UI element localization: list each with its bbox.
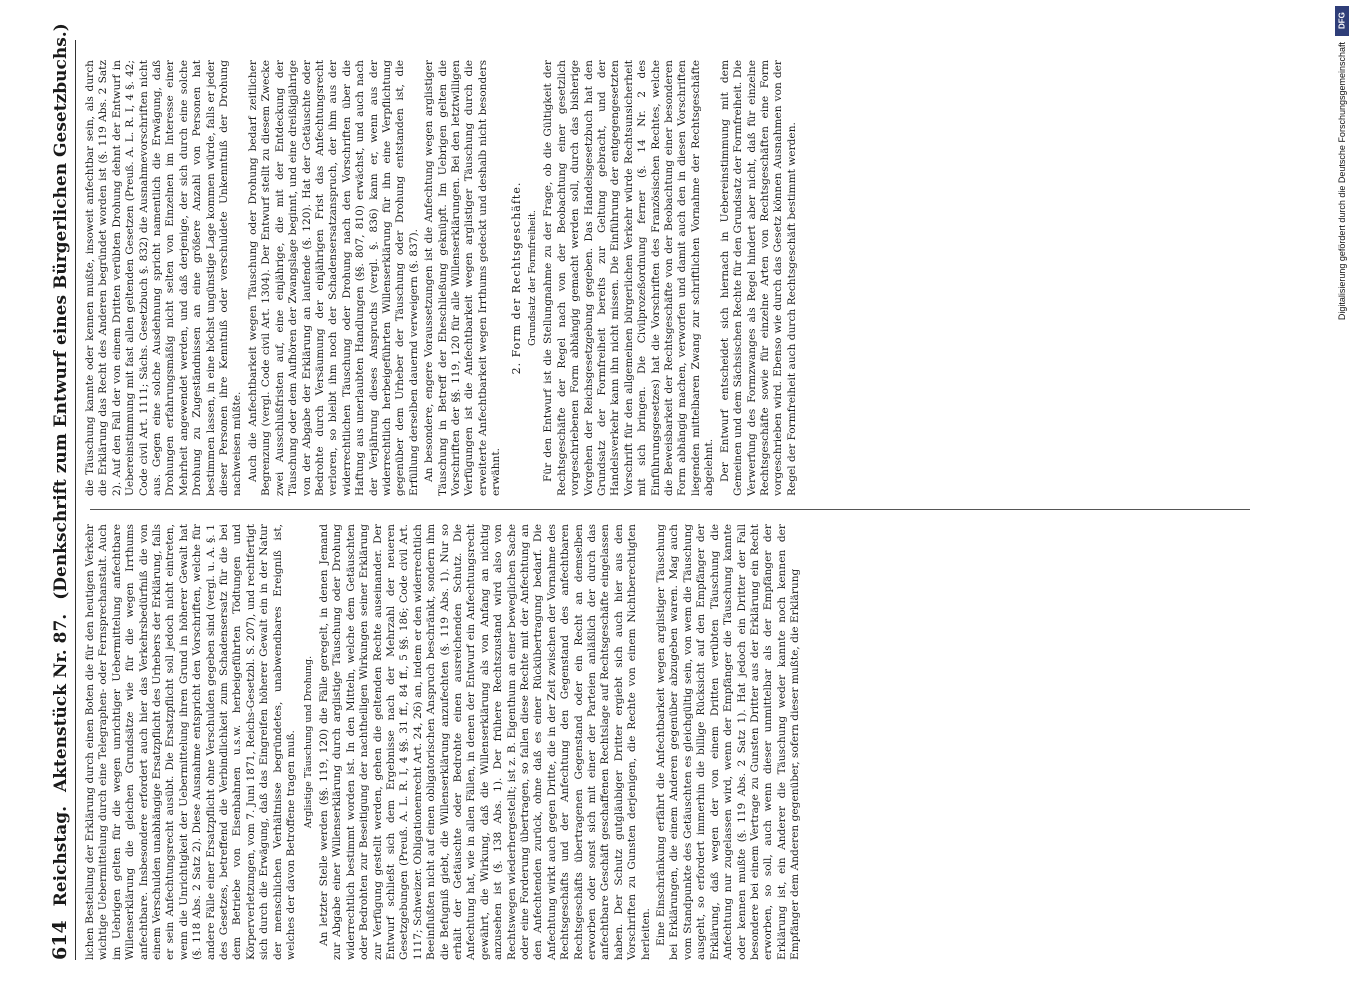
header-right: (Denkschrift zum Entwurf eines Bürgerlichen Gesetzbuchs.)	[51, 23, 71, 600]
paragraph: lichen Bestellung der Erklärung durch einen Boten die für den heutigen Verkehr wichtige Uebermittelung durch eine Telegraphen- oder Fernsprechanstalt. Auch im Uebrigen gelten für die wegen unrichtiger Uebermittelung anfechtbare Willenserklärung die gleichen Grundsätze wie für die wegen Irrthums anfechtbare. Insbesondere erfordert auch hier das Verkehrsbedürfniß die von einem Verschulden unabhängige Ersatzpflicht des Urhebers der Erklärung, falls er sein Anfechtungsrecht ausübt. Die Ersatzpflicht soll jedoch nicht eintreten, wenn die Unrichtigkeit der Uebermittelung ihren Grund in höherer Gewalt hat (§. 118 Abs. 2 Satz 2). Diese Ausnahme entspricht den Vorschriften, welche für andere Fälle einer Ersatzpflicht ohne Verschulden gegeben sind (vergl. u. A. §. 1 des Gesetzes, betreffend die Verbindlichkeit zum Schadensersatz für die bei dem Betriebe von Eisenbahnen u.s.w. herbeigeführten Tödtungen und Körperverletzungen, vom 7. Juni 1871, Reichs-Gesetzbl. S. 207), und rechtfertigt sich durch die Erwägung, daß das Eingreifen höherer Gewalt ein in der Natur der menschlichen Verhältnisse begründetes, unabwendbares Ereigniß ist, welches der davon Betroffene tragen muß.	[84, 524, 298, 960]
paragraph: An besondere, engere Voraussetzungen ist die Anfechtung wegen arglistiger Täuschung in Betreff der Eheschließung geknüpft. Im Uebrigen gelten die Vorschriften der §§. 119, 120 für alle Willenserklärungen. Bei den letztwilligen Verfügungen ist die Anfechtbarkeit wegen arglistiger Täuschung durch die erweiterte Anfechtbarkeit wegen Irrthums gedeckt und deshalb nicht besonders erwähnt.	[423, 60, 503, 496]
paragraph: Auch die Anfechtbarkeit wegen Täuschung oder Drohung bedarf zeitlicher Begrenzung (vergl. Code civil Art. 1304). Der Entwurf stellt zu diesem Zwecke zwei Ausschlußfristen auf, eine einjährige, die mit der Entdeckung der Täuschung oder dem Aufhören der Zwangslage beginnt, und eine dreißigjährige von der Abgabe der Erklärung an laufende (§. 120). Hat der Getäuschte oder Bedrohte durch Versäumung der einjährigen Frist das Anfechtungsrecht verloren, so bleibt ihm noch der Schadensersatzanspruch, der ihm aus der widerrechtlichen Täuschung oder Drohung nach den Vorschriften über die Haftung aus unerlaubten Handlungen (§§. 807, 810) erwächst, und auch nach der Verjährung dieses Anspruchs (vergl. §. 836) kann er, wenn aus der widerrechtlich herbeigeführten Willenserklärung für ihn eine Verpflichtung gegenüber dem Urheber der Täuschung oder Drohung entstanden ist, die Erfüllung derselben dauernd verweigern (§. 837).	[246, 60, 420, 496]
dfg-logo: DFG	[1335, 6, 1349, 36]
rotated-content	[40, 23, 1310, 960]
page-header	[40, 23, 76, 960]
marginal-heading: Arglistige Täuschung und Drohung.	[302, 655, 314, 829]
paragraph: Für den Entwurf ist die Stellungnahme zu der Frage, ob die Gültigkeit der Rechtsgeschäfte der Regel nach von der Beobachtung einer gesetzlich vorgeschriebenen Form abhängig gemacht werden soll, durch das bisherige Vorgehen der Reichsgesetzgebung gegeben. Das Handelsgesetzbuch hat den Grundsatz der Formfreiheit bereits zur Geltung gebracht, und der Handelsverkehr kann ihn nicht missen. Die Einführung der entgegengesetzten Vorschrift für den allgemeinen bürgerlichen Verkehr würde Rechtsunsicherheit mit sich bringen. Die Civilprozeßordnung ferner (§. 14 Nr. 2 des Einführungsgesetzes) hat die Vorschriften des Französischen Rechtes, welche die Beweisbarkeit der Rechtsgeschäfte von der Beobachtung einer besonderen Form abhängig machen, verworfen und damit auch den in diesen Vorschriften liegenden mittelbaren Zwang zur schriftlichen Vornahme der Rechtsgeschäfte abgelehnt.	[542, 60, 716, 496]
page-number: 614	[49, 920, 71, 960]
paragraph: Der Entwurf entscheidet sich hiernach in Uebereinstimmung mit dem Gemeinen und dem Sächsischen Rechte für den Grundsatz der Formfreiheit. Die Verwerfung des Formzwanges als Regel hindert aber nicht, daß für einzelne Rechtsgeschäfte sowie für einzelne Arten von Rechtsgeschäften eine Form vorgeschrieben wird. Ebenso wie durch das Gesetz können Ausnahmen von der Regel der Formfreiheit auch durch Rechtsgeschäft bestimmt werden.	[718, 60, 798, 496]
text-columns	[84, 40, 1264, 960]
right-column	[84, 60, 801, 496]
credit-text: Digitalisierung gefördert durch die Deutsche Forschungsgemeinschaft	[1337, 42, 1347, 321]
marginal-heading: Grundsatz der Formfreiheit.	[527, 210, 538, 346]
section-heading: 2. Form der Rechtsgeschäfte.	[509, 181, 523, 375]
paragraph: An letzter Stelle werden (§§. 119, 120) die Fälle geregelt, in denen Jemand zur Abgabe einer Willenserklärung durch arglistige Täuschung oder Drohung widerrechtlich bestimmt worden ist. In den Mitteln, welche dem Getäuschten oder Bedrohten zur Beseitigung der nachtheiligen Wirkungen seiner Erklärung zur Verfügung gestellt werden, gehen die geltenden Rechte auseinander. Der Entwurf schließt sich dem Ergebnisse nach der Mehrzahl der neueren Gesetzgebungen (Preuß. A. L. R. I, 4 §§. 31 ff., 84 ff., 5 §§. 186; Code civil Art. 1117; Schweizer. Obligationenrecht Art. 24, 26) an, indem er den widerrechtlich Beeinflußten nicht auf einen obligatorischen Anspruch beschränkt, sondern ihm die Befugniß giebt, die Willenserklärung anzufechten (§. 119 Abs. 1). Nur so erhält der Getäuschte oder Bedrohte einen ausreichenden Schutz. Die Anfechtung hat, wie in allen Fällen, in denen der Entwurf ein Anfechtungsrecht gewährt, die Wirkung, daß die Willenserklärung als von Anfang an nichtig anzusehen ist (§. 138 Abs. 1). Der frühere Rechtszustand wird also von Rechtswegen wiederhergestellt; ist z. B. Eigenthum an einer beweglichen Sache oder eine Forderung übertragen, so fallen diese Rechte mit der Anfechtung an den Anfechtenden zurück, ohne daß es einer Rückübertragung bedarf. Die Anfechtung wirkt auch gegen Dritte, die in der Zeit zwischen der Vornahme des Rechtsgeschäfts und der Anfechtung den Gegenstand des anfechtbaren Rechtsgeschäfts übertragenen Gegenstand oder ein Recht an demselben erworben oder sonst sich mit einer der Parteien anläßlich der durch das anfechtbare Geschäft geschaffenen Rechtslage auf Rechtsgeschäfte eingelassen haben. Der Schutz gutgläubiger Dritter ergiebt sich auch hier aus den Vorschriften zu Gunsten derjenigen, die Rechte von einem Nichtberechtigten herleiten.	[317, 524, 652, 960]
header-left: Reichstag.	[51, 805, 71, 907]
digitization-credit	[1333, 6, 1349, 996]
paragraph: die Täuschung kannte oder kennen mußte, insoweit anfechtbar sein, als durch die Erklärung das Recht des Anderen begründet worden ist (§. 119 Abs. 2 Satz 2). Auf den Fall der von einem Dritten verübten Drohung dehnt der Entwurf in Uebereinstimmung mit fast allen geltenden Gesetzen (Preuß. A. L. R. I, 4 §. 42; Code civil Art. 1111; Sächs. Gesetzbuch §. 832) die Ausnahmevorschriften nicht aus. Gegen eine solche Ausdehnung spricht namentlich die Erwägung, daß Drohungen erfahrungsmäßig nicht selten von Einzelnen im Interesse einer Mehrheit angewendet werden, und daß derjenige, der sich durch eine solche Drohung zu Zugeständnissen an eine größere Anzahl von Personen hat bestimmen lassen, in eine höchst ungünstige Lage kommen würde, falls er jeder dieser Personen ihre Kenntniß oder verschuldete Unkenntniß der Drohung nachweisen müßte.	[84, 60, 244, 496]
header-mid: Aktenstück Nr. 87.	[51, 613, 71, 792]
left-column	[84, 524, 805, 960]
paragraph: Eine Einschränkung erfährt die Anfechtbarkeit wegen arglistiger Täuschung bei Erklärungen, die einem Anderen gegenüber abzugeben waren. Mag auch vom Standpunkte des Getäuschten es gleichgültig sein, von wem die Täuschung ausgeht, so erfordert immerhin die billige Rücksicht auf den Empfänger der Erklärung, daß wegen der von einem Dritten verübten Täuschung die Anfechtung nur zugelassen wird, wenn der Empfänger die Täuschung kannte oder kennen mußte (§. 119 Abs. 2 Satz 1). Hat jedoch ein Dritter der Fall besondere bei einem Vertrage zu Gunsten Dritter aus der Erklärung ein Recht erworben, so soll, auch wenn dieser unmittelbar als der Empfänger der Erklärung ist, ein Anderer die Täuschung weder kannte noch kennen der Empfänger dem Anderen gegenüber, sofern dieser mußte, die Erklärung	[655, 524, 802, 960]
column-divider	[90, 509, 1250, 510]
